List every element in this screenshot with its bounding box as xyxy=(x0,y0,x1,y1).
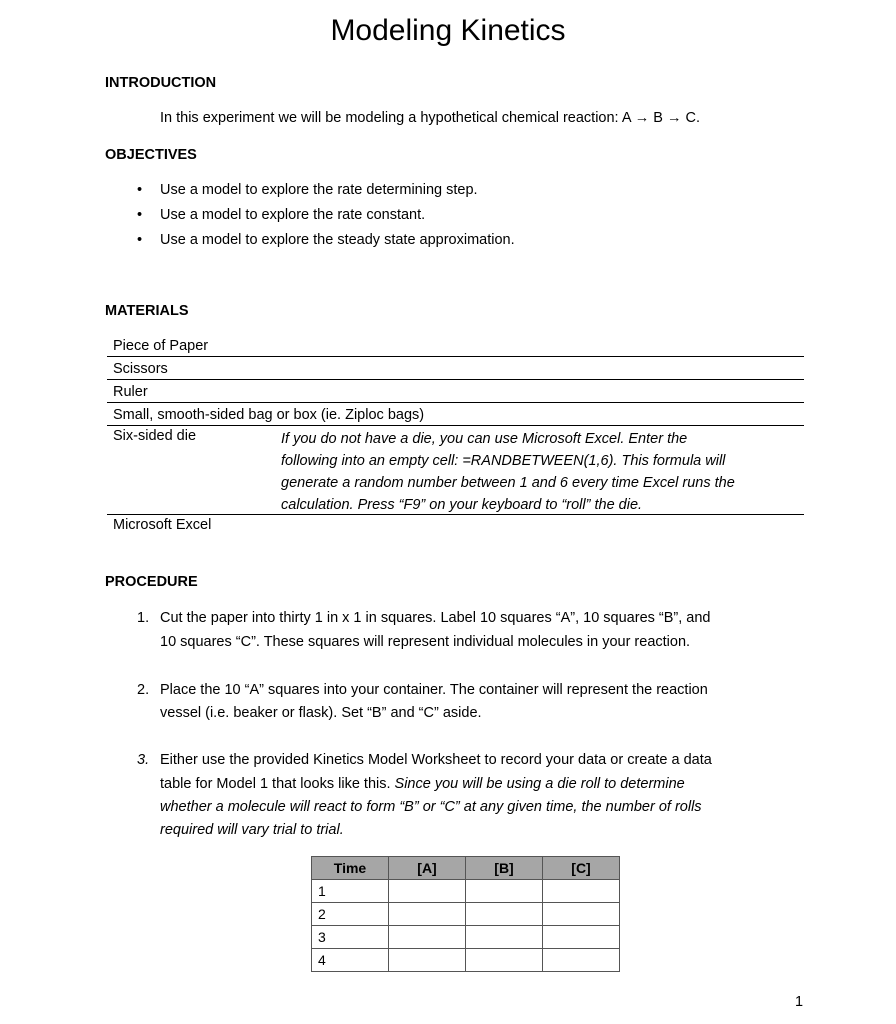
materials-heading: MATERIALS xyxy=(105,303,189,319)
step-number: 2. xyxy=(137,682,150,698)
bullet-icon: • xyxy=(137,207,143,223)
table-cell xyxy=(543,880,620,903)
table-cell xyxy=(466,880,543,903)
table-cell xyxy=(466,903,543,926)
step-text-part: table for Model 1 that looks like this. xyxy=(160,776,391,792)
material-name: Six-sided die xyxy=(113,428,197,444)
model-data-table xyxy=(311,856,620,972)
table-cell: 4 xyxy=(312,949,389,972)
step-text xyxy=(160,776,685,792)
bullet-icon: • xyxy=(137,182,143,198)
table-cell xyxy=(389,903,466,926)
table-row xyxy=(312,926,620,949)
objective-item: Use a model to explore the rate determining step. xyxy=(160,182,478,198)
table-row xyxy=(312,903,620,926)
step-text: Place the 10 “A” squares into your container. The container will represent the reaction xyxy=(160,682,708,698)
objective-item: Use a model to explore the rate constant. xyxy=(160,207,426,223)
table-cell xyxy=(389,880,466,903)
material-row xyxy=(107,361,804,380)
step-text-italic: whether a molecule will react to form “B” or “C” at any given time, the number of rolls xyxy=(160,799,702,815)
material-note xyxy=(281,428,735,516)
objective-item: Use a model to explore the steady state approximation. xyxy=(160,232,515,248)
step-text: vessel (i.e. beaker or flask). Set “B” and “C” aside. xyxy=(160,705,482,721)
column-header: [C] xyxy=(543,857,620,880)
column-header: [A] xyxy=(389,857,466,880)
material-row xyxy=(107,428,804,515)
material-name: Ruler xyxy=(113,384,148,400)
table-cell xyxy=(543,903,620,926)
material-row xyxy=(107,338,804,357)
note-line: If you do not have a die, you can use Microsoft Excel. Enter the xyxy=(281,431,688,447)
step-text: Cut the paper into thirty 1 in x 1 in squares. Label 10 squares “A”, 10 squares “B”, and xyxy=(160,610,711,626)
procedure-heading: PROCEDURE xyxy=(105,574,198,590)
note-line: following into an empty cell: =RANDBETWEEN(1,6). This formula will xyxy=(281,453,726,469)
step-text-italic: required will vary trial to trial. xyxy=(160,822,344,838)
objectives-heading: OBJECTIVES xyxy=(105,147,197,163)
material-name: Piece of Paper xyxy=(113,338,209,354)
table-row xyxy=(312,949,620,972)
bullet-icon: • xyxy=(137,232,143,248)
table-cell: 3 xyxy=(312,926,389,949)
step-number: 3. xyxy=(137,752,150,768)
note-line: calculation. Press “F9” on your keyboard to “roll” the die. xyxy=(281,497,643,513)
material-name: Microsoft Excel xyxy=(113,517,212,533)
introduction-text: In this experiment we will be modeling a hypothetical chemical reaction: A → B → C. xyxy=(160,110,700,126)
table-cell: 2 xyxy=(312,903,389,926)
material-row xyxy=(107,407,804,426)
table-cell xyxy=(466,949,543,972)
table-row xyxy=(312,880,620,903)
table-cell xyxy=(389,926,466,949)
table-cell xyxy=(543,949,620,972)
table-cell xyxy=(543,926,620,949)
step-text: 10 squares “C”. These squares will represent individual molecules in your reaction. xyxy=(160,634,691,650)
note-line: generate a random number between 1 and 6 every time Excel runs the xyxy=(281,475,735,491)
material-row xyxy=(107,384,804,403)
step-number: 1. xyxy=(137,610,150,626)
introduction-heading: INTRODUCTION xyxy=(105,75,217,91)
table-cell: 1 xyxy=(312,880,389,903)
column-header: Time xyxy=(312,857,389,880)
page-title: Modeling Kinetics xyxy=(330,14,566,47)
table-header-row xyxy=(312,857,620,880)
column-header: [B] xyxy=(466,857,543,880)
table-cell xyxy=(466,926,543,949)
step-text: Either use the provided Kinetics Model Worksheet to record your data or create a data xyxy=(160,752,712,768)
step-text-italic: Since you will be using a die roll to determine xyxy=(390,776,685,792)
material-name: Small, smooth-sided bag or box (ie. Ziploc bags) xyxy=(113,407,425,423)
table-cell xyxy=(389,949,466,972)
material-name: Scissors xyxy=(113,361,168,377)
page-number: 1 xyxy=(795,994,804,1010)
